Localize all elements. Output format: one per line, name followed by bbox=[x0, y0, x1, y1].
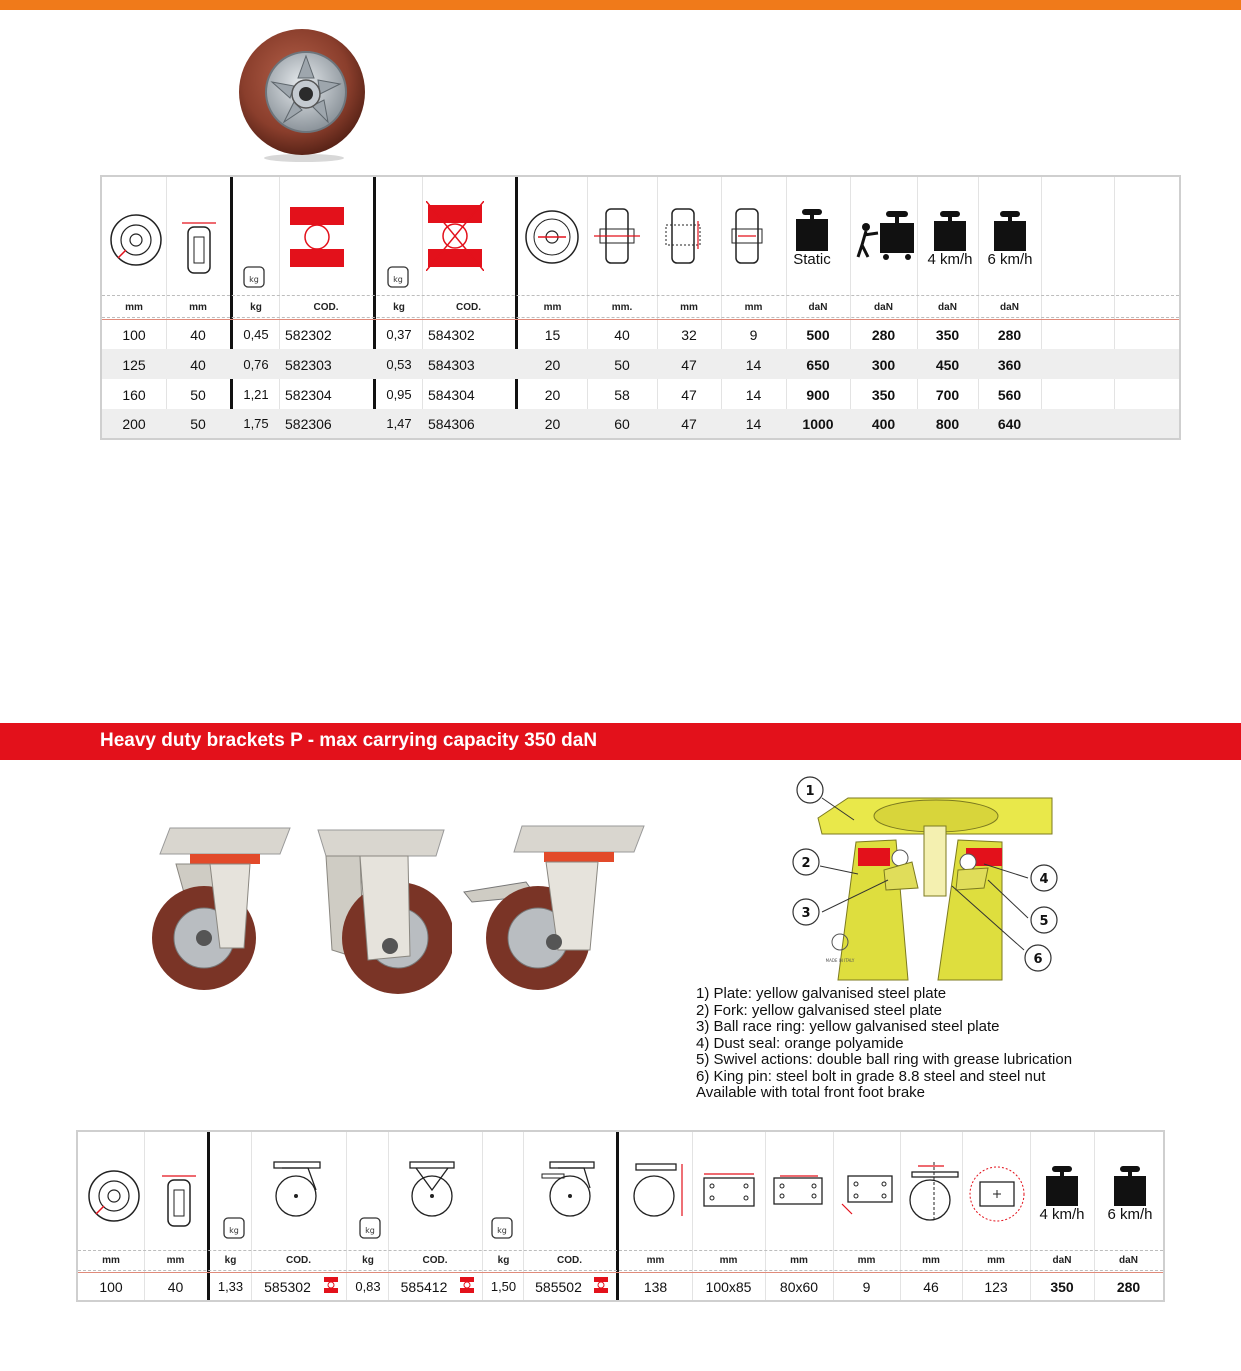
wheel-diameter-icon bbox=[84, 1168, 144, 1250]
table-cell: 100 bbox=[122, 327, 146, 343]
callout-5: 5 bbox=[1039, 914, 1049, 929]
speed-6kmh-label: 6 km/h bbox=[987, 251, 1033, 268]
unit-cell: COD. bbox=[422, 1255, 448, 1266]
table-icon-header bbox=[102, 177, 1179, 297]
unit-cell: kg bbox=[224, 1255, 237, 1266]
table-cell: 582304 bbox=[285, 387, 332, 403]
unit-cell: daN bbox=[1000, 302, 1019, 313]
svg-text:kg: kg bbox=[393, 275, 403, 284]
table-cell: 60 bbox=[614, 416, 630, 432]
unit-cell: mm bbox=[790, 1255, 808, 1266]
unit-cell: mm bbox=[680, 302, 698, 313]
table-cell: 582302 bbox=[285, 327, 332, 343]
table-cell: 20 bbox=[544, 416, 561, 432]
bracket-cross-section-diagram bbox=[788, 770, 1068, 985]
table-cell: 58 bbox=[614, 387, 630, 403]
fixed-castor-image bbox=[308, 820, 452, 1000]
table-cell: 160 bbox=[122, 387, 146, 403]
table-cell: 300 bbox=[871, 357, 896, 373]
table-cell: 582306 bbox=[285, 416, 332, 432]
table-cell: 40 bbox=[190, 327, 206, 343]
wheel-width-icon bbox=[160, 1168, 200, 1250]
weight-icon bbox=[358, 1216, 382, 1250]
table-cell: 32 bbox=[681, 327, 697, 343]
unit-cell: mm bbox=[125, 302, 143, 313]
table-cell: 46 bbox=[923, 1279, 939, 1295]
table-cell: 900 bbox=[806, 387, 830, 403]
ball-bearing-hub-icon bbox=[426, 201, 484, 297]
table-cell: 40 bbox=[190, 357, 206, 373]
speed-6kmh-load-icon bbox=[1102, 1162, 1158, 1250]
bore-diameter-icon bbox=[524, 209, 580, 297]
speed-4kmh-load-icon bbox=[1034, 1162, 1090, 1250]
table-cell: 50 bbox=[190, 416, 206, 432]
speed-4kmh-label: 4 km/h bbox=[927, 251, 973, 268]
swivel-castor-image bbox=[140, 820, 292, 1000]
table-cell: 0,53 bbox=[386, 357, 412, 372]
table-cell: 14 bbox=[745, 357, 762, 373]
unit-cell: COD. bbox=[456, 302, 481, 313]
table-cell: 350 bbox=[1050, 1279, 1074, 1295]
table-cell: 100x85 bbox=[705, 1279, 752, 1295]
legend-line: 2) Fork: yellow galvanised steel plate bbox=[696, 1001, 942, 1019]
table-cell: 582303 bbox=[285, 357, 332, 373]
table-cell: 20 bbox=[544, 387, 561, 403]
dynamic-load-trolley-icon bbox=[856, 207, 920, 297]
table-cell: 123 bbox=[984, 1279, 1008, 1295]
callout-6: 6 bbox=[1033, 952, 1043, 967]
table-cell: 0,37 bbox=[386, 327, 412, 342]
table-cell: 125 bbox=[122, 357, 146, 373]
legend-line: Available with total front foot brake bbox=[696, 1084, 926, 1101]
svg-text:kg: kg bbox=[497, 1226, 507, 1235]
table-cell: 585502 bbox=[535, 1279, 582, 1295]
table-cell: 40 bbox=[167, 1279, 184, 1295]
table-cell: 1000 bbox=[802, 416, 834, 432]
table-cell: 280 bbox=[1116, 1279, 1141, 1295]
centre-bore-hub-icon bbox=[290, 205, 344, 297]
speed-6kmh-load-icon bbox=[982, 207, 1038, 297]
unit-cell: mm bbox=[189, 302, 207, 313]
unit-cell: daN bbox=[874, 302, 893, 313]
component-legend bbox=[696, 986, 1146, 1102]
table-cell: 100 bbox=[99, 1279, 123, 1295]
svg-text:kg: kg bbox=[249, 275, 259, 284]
unit-cell: mm bbox=[987, 1255, 1005, 1266]
table-cell: 1,50 bbox=[490, 1279, 517, 1294]
callout-2: 2 bbox=[801, 856, 811, 871]
wheel-product-image bbox=[238, 22, 366, 164]
unit-cell: kg bbox=[362, 1255, 374, 1266]
table-cell: 0,45 bbox=[243, 327, 269, 342]
weight-icon bbox=[242, 265, 266, 297]
table-cell: 200 bbox=[122, 416, 146, 432]
hub-type-icon bbox=[460, 1277, 474, 1293]
table-cell: 1,47 bbox=[386, 416, 412, 431]
swivel-offset-icon bbox=[904, 1160, 962, 1250]
table-cell: 650 bbox=[806, 357, 830, 373]
static-load-icon bbox=[788, 205, 848, 297]
legend-line: 6) King pin: steel bolt in grade 8.8 steel and steel nut bbox=[696, 1067, 1046, 1085]
table-cell: 800 bbox=[935, 416, 960, 432]
table-cell: 280 bbox=[997, 327, 1022, 343]
table-cell: 14 bbox=[745, 416, 762, 432]
table-cell: 500 bbox=[806, 327, 830, 343]
bore-width-icon bbox=[664, 207, 704, 297]
hub-length-icon bbox=[594, 207, 640, 297]
overall-height-icon bbox=[626, 1162, 688, 1250]
svg-text:kg: kg bbox=[365, 1226, 375, 1235]
unit-cell: mm bbox=[166, 1255, 185, 1266]
table-cell: 585412 bbox=[400, 1279, 448, 1295]
table-cell: 9 bbox=[749, 327, 758, 343]
table-cell: 560 bbox=[997, 387, 1022, 403]
table-cell: 450 bbox=[935, 357, 960, 373]
unit-cell: kg bbox=[497, 1255, 510, 1266]
diagram-marking: MADE IN ITALY bbox=[825, 958, 855, 963]
table-cell: 15 bbox=[544, 327, 561, 343]
table-cell: 280 bbox=[871, 327, 896, 343]
table-cell: 1,33 bbox=[217, 1279, 244, 1294]
table-cell: 584303 bbox=[428, 357, 475, 373]
wheel-spec-table bbox=[100, 175, 1181, 440]
table-cell: 0,83 bbox=[355, 1279, 381, 1294]
table-cell: 400 bbox=[871, 416, 896, 432]
unit-cell: mm bbox=[543, 302, 562, 313]
legend-line: 4) Dust seal: orange polyamide bbox=[696, 1034, 904, 1052]
unit-cell: mm bbox=[719, 1255, 738, 1266]
swivel-radius-icon bbox=[968, 1162, 1026, 1250]
unit-cell: COD. bbox=[286, 1255, 311, 1266]
unit-cell: mm bbox=[102, 1255, 120, 1266]
table-cell: 360 bbox=[997, 357, 1022, 373]
svg-text:kg: kg bbox=[229, 1226, 239, 1235]
unit-cell: daN bbox=[808, 302, 828, 313]
unit-cell: kg bbox=[250, 302, 262, 313]
table-cell: 584304 bbox=[428, 387, 475, 403]
table-cell: 584306 bbox=[428, 416, 475, 432]
table-icon-header bbox=[78, 1132, 1163, 1250]
table-cell: 14 bbox=[745, 387, 762, 403]
unit-cell: mm bbox=[922, 1255, 940, 1266]
legend-line: 3) Ball race ring: yellow galvanised steel plate bbox=[696, 1018, 1000, 1035]
unit-cell: mm bbox=[744, 302, 763, 313]
static-label: Static bbox=[793, 251, 831, 268]
top-accent-bar bbox=[0, 0, 1241, 10]
table-cell: 40 bbox=[614, 327, 630, 343]
table-cell: 80x60 bbox=[779, 1279, 819, 1295]
unit-cell: kg bbox=[393, 302, 405, 313]
legend-line: 1) Plate: yellow galvanised steel plate bbox=[696, 985, 947, 1002]
section-banner bbox=[0, 723, 1241, 760]
table-cell: 0,76 bbox=[243, 357, 269, 372]
swivel-castor-icon bbox=[268, 1160, 326, 1250]
table-cell: 47 bbox=[681, 357, 697, 373]
wheel-diameter-icon bbox=[106, 212, 166, 297]
axle-diameter-icon bbox=[728, 207, 768, 297]
table-cell: 1,21 bbox=[243, 387, 269, 402]
speed-6kmh-label: 6 km/h bbox=[1107, 1206, 1153, 1223]
table-cell: 0,95 bbox=[386, 387, 412, 402]
hub-type-icon bbox=[324, 1277, 338, 1293]
callout-4: 4 bbox=[1039, 872, 1049, 887]
unit-cell: mm. bbox=[611, 302, 633, 313]
unit-cell: daN bbox=[1119, 1255, 1138, 1266]
braked-swivel-castor-image bbox=[462, 820, 646, 1000]
callout-3: 3 bbox=[801, 906, 811, 921]
table-cell: 350 bbox=[935, 327, 960, 343]
table-cell: 50 bbox=[190, 387, 206, 403]
plate-dimensions-icon bbox=[700, 1170, 758, 1250]
table-cell: 138 bbox=[643, 1279, 668, 1295]
unit-cell: mm bbox=[646, 1255, 665, 1266]
weight-icon bbox=[490, 1216, 514, 1250]
weight-icon bbox=[386, 265, 410, 297]
fixed-castor-icon bbox=[406, 1160, 458, 1250]
unit-cell: mm bbox=[857, 1255, 876, 1266]
table-cell: 47 bbox=[681, 416, 697, 432]
callout-1: 1 bbox=[805, 784, 815, 799]
weight-icon bbox=[222, 1216, 246, 1250]
unit-cell: COD. bbox=[557, 1255, 582, 1266]
banner-title: Heavy duty brackets P - max carrying capacity 350 daN bbox=[100, 730, 598, 751]
unit-cell: daN bbox=[938, 302, 957, 313]
braked-swivel-castor-icon bbox=[538, 1160, 598, 1250]
hole-spacing-icon bbox=[770, 1170, 828, 1250]
legend-line: 5) Swivel actions: double ball ring with grease lubrication bbox=[696, 1051, 1073, 1068]
table-cell: 47 bbox=[681, 387, 697, 403]
hole-diameter-icon bbox=[840, 1174, 898, 1250]
table-cell: 50 bbox=[614, 357, 630, 373]
table-cell: 1,75 bbox=[243, 416, 269, 431]
table-cell: 584302 bbox=[428, 327, 475, 343]
hub-type-icon bbox=[594, 1277, 608, 1293]
table-cell: 9 bbox=[862, 1279, 871, 1295]
speed-4kmh-load-icon bbox=[922, 207, 978, 297]
wheel-width-icon bbox=[180, 215, 220, 297]
unit-cell: daN bbox=[1052, 1255, 1072, 1266]
bracket-spec-table bbox=[76, 1130, 1165, 1302]
table-cell: 350 bbox=[871, 387, 896, 403]
table-cell: 20 bbox=[544, 357, 561, 373]
unit-cell: COD. bbox=[313, 302, 339, 313]
table-cell: 585302 bbox=[264, 1279, 311, 1295]
table-cell: 700 bbox=[935, 387, 960, 403]
speed-4kmh-label: 4 km/h bbox=[1039, 1206, 1085, 1223]
table-cell: 640 bbox=[997, 416, 1022, 432]
